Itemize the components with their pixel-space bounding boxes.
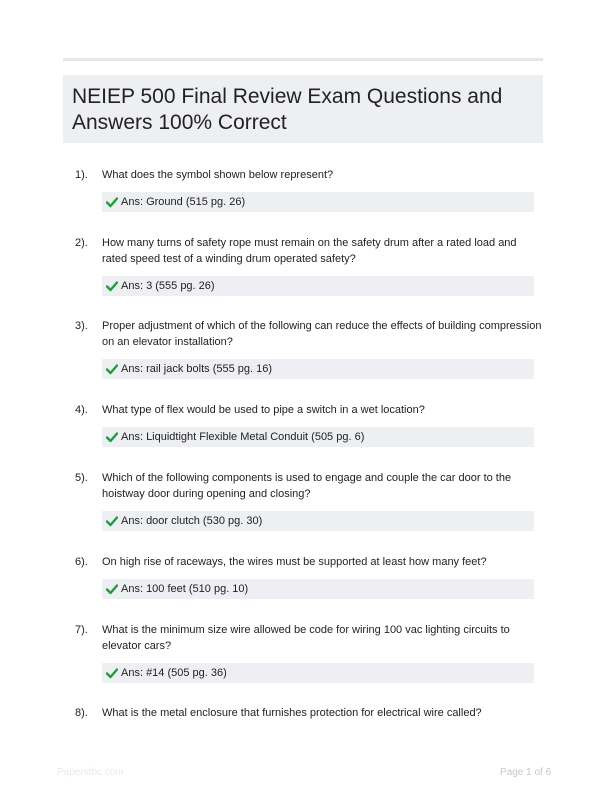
answer-text: Ans: 3 (555 pg. 26) <box>121 280 215 292</box>
checkmark-icon <box>106 280 118 292</box>
question-text: How many turns of safety rope must remain on the safety drum after a rated load and rated speed test of a winding drum operated safety? <box>102 237 517 265</box>
answer-text: Ans: rail jack bolts (555 pg. 16) <box>121 363 273 375</box>
answer-text: Ans: Liquidtight Flexible Metal Conduit (505 pg. 6) <box>121 431 365 443</box>
answer-text: Ans: Ground (515 pg. 26) <box>121 196 246 208</box>
checkmark-icon <box>106 583 118 595</box>
footer-site-watermark: Paperstbc.com <box>57 767 124 778</box>
question-text: What type of flex would be used to pipe a switch in a wet location? <box>102 404 425 416</box>
question-number: 3). <box>75 320 88 332</box>
answer-box <box>102 276 534 296</box>
answer-box <box>102 579 534 599</box>
question-text: Proper adjustment of which of the following can reduce the effects of building compression on an elevator installation? <box>102 320 542 348</box>
question-text: What is the metal enclosure that furnishes protection for electrical wire called? <box>102 707 482 719</box>
checkmark-icon <box>106 431 118 443</box>
answer-box <box>102 192 534 212</box>
top-divider <box>63 58 543 61</box>
page-title: NEIEP 500 Final Review Exam Questions and Answers 100% Correct <box>72 85 503 134</box>
answer-box <box>102 359 534 379</box>
question-text: What is the minimum size wire allowed be code for wiring 100 vac lighting circuits to elevator cars? <box>102 624 510 652</box>
checkmark-icon <box>106 196 118 208</box>
title-banner <box>63 75 543 143</box>
footer-page-number: Page 1 of 6 <box>500 767 552 778</box>
question-number: 6). <box>75 556 88 568</box>
answer-text: Ans: door clutch (530 pg. 30) <box>121 515 263 527</box>
question-number: 5). <box>75 472 88 484</box>
answer-box <box>102 663 534 683</box>
checkmark-icon <box>106 667 118 679</box>
checkmark-icon <box>106 515 118 527</box>
answer-box <box>102 427 534 447</box>
answer-box <box>102 511 534 531</box>
question-number: 8). <box>75 707 88 719</box>
question-number: 1). <box>75 169 88 181</box>
question-number: 4). <box>75 404 88 416</box>
question-text: On high rise of raceways, the wires must be supported at least how many feet? <box>102 556 487 568</box>
checkmark-icon <box>106 363 118 375</box>
answer-text: Ans: 100 feet (510 pg. 10) <box>121 583 249 595</box>
question-number: 7). <box>75 624 88 636</box>
question-text: What does the symbol shown below represent? <box>102 169 334 181</box>
answer-text: Ans: #14 (505 pg. 36) <box>121 667 227 679</box>
question-text: Which of the following components is used to engage and couple the car door to the hoistway door during opening and closing? <box>102 472 512 500</box>
question-number: 2). <box>75 237 88 249</box>
